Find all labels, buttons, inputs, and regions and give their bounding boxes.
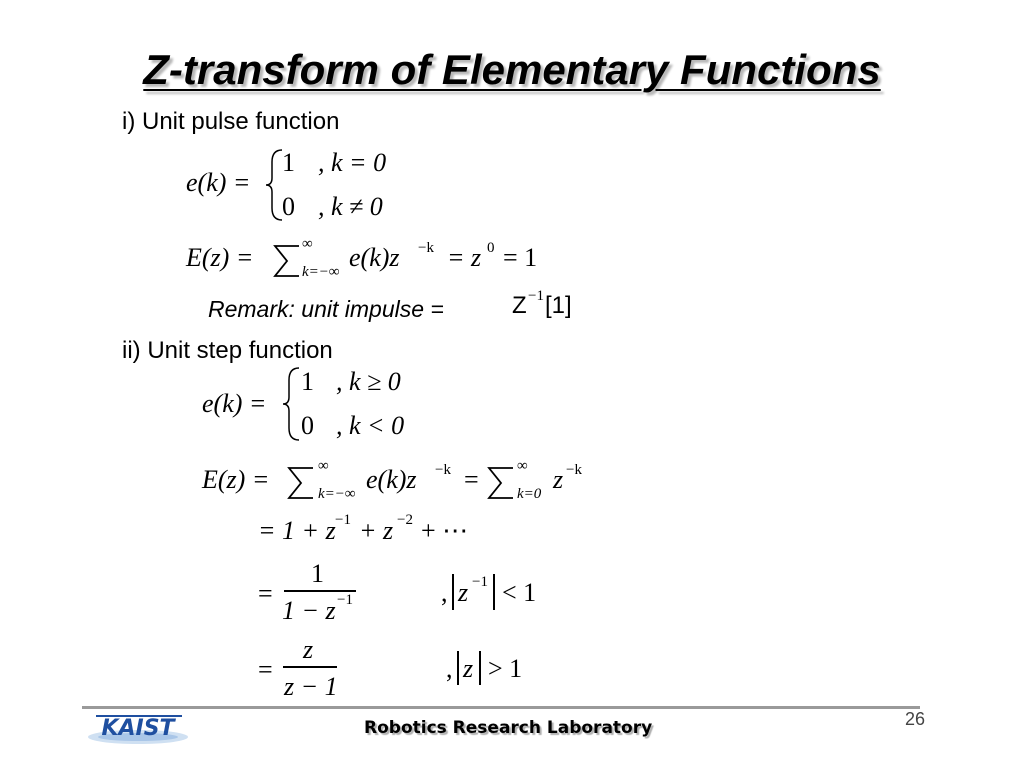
step-series-b-exponent: −2 [397, 512, 413, 528]
step-frac1-cond-z: z [458, 578, 469, 607]
pulse-sum-sign [273, 244, 301, 278]
step-frac1-cond-rhs: < 1 [502, 578, 537, 607]
step-frac2-numerator: z [303, 635, 314, 664]
pulse-eq-z: = z [447, 243, 482, 272]
step-sum1-lower: k=−∞ [318, 486, 356, 502]
pulse-lhs: e(k) = [186, 168, 251, 197]
slide-title: Z-transform of Elementary Functions [143, 46, 881, 93]
pulse-summand-exponent: −k [418, 240, 434, 256]
step-sum2-sign [487, 466, 515, 500]
step-series-a: = 1 + z [258, 516, 336, 545]
step-Ez-lhs: E(z) = [202, 465, 270, 494]
step-eq: = [464, 465, 479, 494]
step-frac1-cond-z-exponent: −1 [472, 574, 488, 590]
step-heading: ii) Unit step function [122, 337, 333, 364]
step-frac2-bar [283, 666, 337, 668]
remark-z-exponent: −1 [528, 288, 544, 304]
page-number: 26 [905, 709, 926, 729]
step-series-b: + z [359, 516, 394, 545]
step-frac2-cond-comma: , [446, 654, 453, 683]
pulse-sum-lower: k=−∞ [302, 264, 340, 280]
step-frac2-denominator: z − 1 [284, 672, 338, 701]
pulse-case1-value: 1 [282, 148, 295, 177]
step-series-ellipsis: + ⋯ [421, 516, 469, 545]
abs-bar-right [479, 651, 481, 685]
pulse-summand: e(k)z [349, 243, 400, 272]
step-sum2-upper: ∞ [517, 458, 528, 474]
step-case1-condition: , k ≥ 0 [336, 367, 401, 396]
step-frac1-eq: = [258, 579, 273, 608]
abs-bar-left [457, 651, 459, 685]
step-frac1-cond-comma: , [441, 578, 448, 607]
pulse-case2-condition: , k ≠ 0 [318, 192, 383, 221]
step-summand2: z [553, 465, 564, 494]
abs-bar-left [452, 574, 454, 610]
step-frac2-cond-z: z [463, 654, 474, 683]
pulse-remark: Remark: unit impulse = [208, 296, 444, 322]
step-series-a-exponent: −1 [335, 512, 351, 528]
footer-divider [82, 706, 920, 709]
pulse-case2-value: 0 [282, 192, 295, 221]
pulse-case1-condition: , k = 0 [318, 148, 387, 177]
svg-text:KAIST: KAIST [101, 716, 175, 741]
step-frac2-cond-rhs: > 1 [488, 654, 523, 683]
pulse-heading: i) Unit pulse function [122, 108, 340, 135]
pulse-Ez-lhs: E(z) = [186, 243, 254, 272]
remark-z-operator: Z [512, 292, 527, 319]
step-summand2-exponent: −k [566, 462, 582, 478]
step-frac1-denominator: 1 − z [282, 596, 336, 625]
step-frac1-denominator-exponent: −1 [337, 592, 353, 608]
step-summand1-exponent: −k [435, 462, 451, 478]
pulse-eq-z-exponent: 0 [487, 240, 495, 256]
step-case2-value: 0 [301, 411, 314, 440]
step-sum2-lower: k=0 [517, 486, 542, 502]
step-lhs: e(k) = [202, 389, 267, 418]
pulse-sum-upper: ∞ [302, 236, 313, 252]
pulse-eq-result: = 1 [503, 243, 538, 272]
step-case-brace [283, 366, 301, 442]
footer-lab-name: Robotics Research Laboratory [364, 718, 653, 738]
remark-argument: [1] [545, 292, 572, 319]
step-case2-condition: , k < 0 [336, 411, 405, 440]
step-summand1: e(k)z [366, 465, 417, 494]
step-case1-value: 1 [301, 367, 314, 396]
step-frac1-numerator: 1 [311, 559, 324, 588]
step-sum1-upper: ∞ [318, 458, 329, 474]
abs-bar-right [493, 574, 495, 610]
step-sum1-sign [287, 466, 315, 500]
step-frac2-eq: = [258, 655, 273, 684]
kaist-logo [86, 707, 190, 747]
